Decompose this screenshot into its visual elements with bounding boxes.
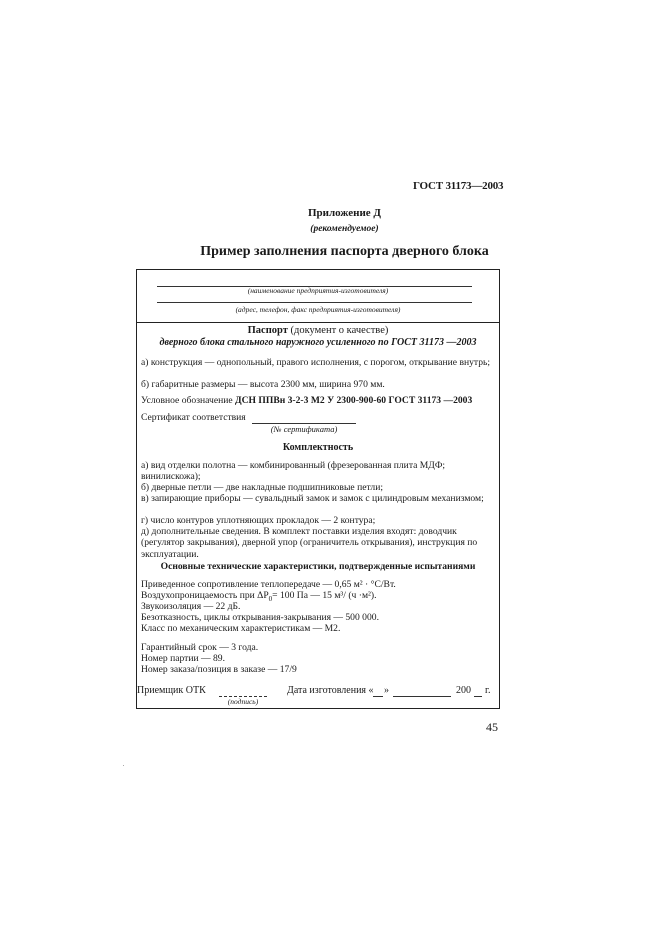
spec-durability: Безотказность, циклы открывания-закрывания — 500 000. [141, 612, 379, 623]
warranty: Гарантийный срок — 3 года. [141, 642, 259, 653]
year-blank [474, 696, 482, 697]
completeness-title: Комплектность [282, 442, 354, 453]
spec-heat-resistance: Приведенное сопротивление теплопередаче — 0,65 м² · °С/Вт. [141, 579, 396, 590]
item-construction: а) конструкция — однопольный, правого исполнения, с порогом, открывание внутрь; [141, 357, 491, 368]
passport-subtitle: дверного блока стального наружного усиленного по ГОСТ 31173 —2003 [159, 337, 477, 348]
year-prefix: 200 [456, 685, 471, 696]
date-month-blank [393, 696, 451, 697]
completeness-item-b: б) дверные петли — две накладные подшипниковые петли; [141, 482, 384, 493]
passport-quality-doc: (документ о качестве) [287, 325, 389, 336]
appendix-title: Приложение Д [308, 207, 381, 219]
spec-air-subscript: 0 [268, 594, 273, 603]
date-day-blank [373, 696, 383, 697]
appendix-subtitle: (рекомендуемое) [310, 224, 379, 234]
manufacturer-address-line [157, 302, 472, 303]
spec-air-suffix: = 100 Па — 15 м³/ (ч ·м²). [272, 590, 377, 601]
date-quote: » [384, 685, 389, 696]
designation-row [141, 395, 497, 406]
batch-number: Номер партии — 89. [141, 653, 225, 664]
certificate-caption: (№ сертификата) [270, 424, 338, 434]
certificate-row [141, 412, 246, 423]
item-dimensions: б) габаритные размеры — высота 2300 мм, ширина 970 мм. [141, 379, 385, 390]
scan-speck [123, 765, 124, 766]
spec-sound-insulation: Звукоизоляция — 22 дБ. [141, 601, 241, 612]
completeness-item-d: г) число контуров уплотняющих прокладок — 2 контура; [141, 515, 376, 526]
signature-caption: (подпись) [227, 697, 259, 706]
manufacturer-name-caption: (наименование предприятия-изготовителя) [247, 286, 389, 295]
passport-form-frame [136, 269, 500, 709]
standard-number: ГОСТ 31173—2003 [413, 180, 504, 192]
manufacturer-address-caption: (адрес, телефон, факс предприятия-изготовителя) [235, 305, 401, 314]
spec-air-prefix: Воздухопроницаемость при ΔP [141, 590, 269, 601]
passport-title [137, 325, 499, 336]
page-number: 45 [486, 720, 498, 734]
acceptor-label: Приемщик ОТК [137, 685, 206, 696]
specs-title: Основные технические характеристики, подтвержденные испытаниями [160, 561, 476, 572]
designation-label: Условное обозначение [141, 395, 235, 406]
completeness-item-e: д) дополнительные сведения. В комплект поставки изделия входят: доводчик (регулятор закрывания), дверной упор (ограничитель открывания), инструкция по эксплуатации. [141, 526, 478, 560]
header-separator [137, 322, 499, 323]
date-label: Дата изготовления « [287, 685, 374, 696]
year-suffix: г. [485, 685, 491, 696]
order-number: Номер заказа/позиция в заказе — 17/9 [141, 664, 297, 675]
completeness-item-a: а) вид отделки полотна — комбинированный (фрезерованная плита МДФ; винилискожа); [141, 460, 446, 483]
completeness-item-c: в) запирающие приборы — сувальдный замок и замок с цилиндровым механизмом; [141, 493, 484, 504]
designation-value: ДСН ППВн 3-2-3 М2 У 2300-900-60 ГОСТ 31173 —2003 [235, 395, 473, 406]
certificate-label: Сертификат соответствия [141, 412, 246, 423]
spec-mechanical-class: Класс по механическим характеристикам — М2. [141, 623, 341, 634]
page-title: Пример заполнения паспорта дверного блока [200, 244, 489, 259]
passport-word: Паспорт [247, 325, 288, 336]
